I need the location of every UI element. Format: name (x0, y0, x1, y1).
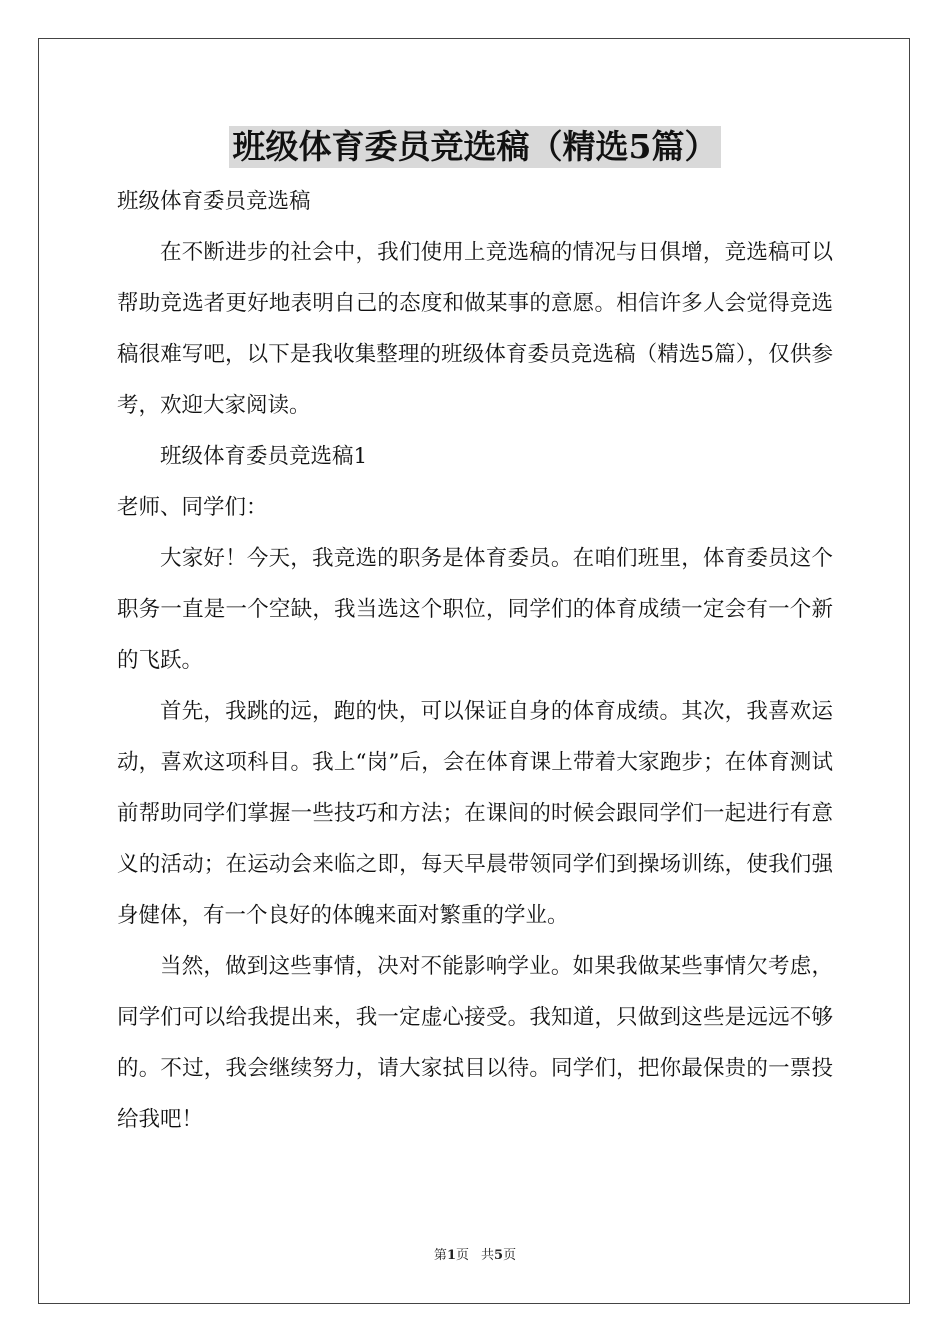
page-prefix: 第 (433, 1248, 447, 1263)
intro-paragraph: 在不断进步的社会中，我们使用上竞选稿的情况与日俱增，竞选稿可以帮助竞选者更好地表明自己的态度和做某事的意愿。相信许多人会觉得竞选稿很难写吧，以下是我收集整理的班级体育委员竞选稿（精选5篇），仅供参考，欢迎大家阅读。 (117, 240, 833, 418)
document-title: 班级体育委员竞选稿（精选5篇） (229, 126, 722, 168)
salutation: 老师、同学们： (117, 495, 268, 520)
page-footer (0, 1247, 950, 1265)
total-page-number: 5 (494, 1248, 504, 1263)
total-suffix: 页 (503, 1248, 517, 1263)
body-paragraph: 大家好！今天，我竞选的职务是体育委员。在咱们班里，体育委员这个职务一直是一个空缺，我当选这个职位，同学们的体育成绩一定会有一个新的飞跃。 (117, 546, 833, 673)
body-paragraph: 当然，做到这些事情，决对不能影响学业。如果我做某些事情欠考虑，同学们可以给我提出来，我一定虚心接受。我知道，只做到这些是远远不够的。不过，我会继续努力，请大家拭目以待。同学们，把你最保贵的一票投给我吧！ (117, 954, 833, 1132)
document-body (117, 176, 833, 1145)
body-paragraph: 首先，我跳的远，跑的快，可以保证自身的体育成绩。其次，我喜欢运动，喜欢这项科目。我上“岗”后，会在体育课上带着大家跑步；在体育测试前帮助同学们掌握一些技巧和方法；在课间的时候会跟同学们一起进行有意义的活动；在运动会来临之即，每天早晨带领同学们到操场训练，使我们强身健体，有一个良好的体魄来面对繁重的学业。 (117, 699, 833, 928)
document-subtitle: 班级体育委员竞选稿 (117, 189, 311, 214)
section-heading: 班级体育委员竞选稿1 (160, 444, 368, 469)
total-prefix: 共 (481, 1248, 495, 1263)
title-container (0, 126, 950, 168)
page-suffix: 页 (455, 1248, 469, 1263)
current-page-number: 1 (446, 1248, 456, 1263)
